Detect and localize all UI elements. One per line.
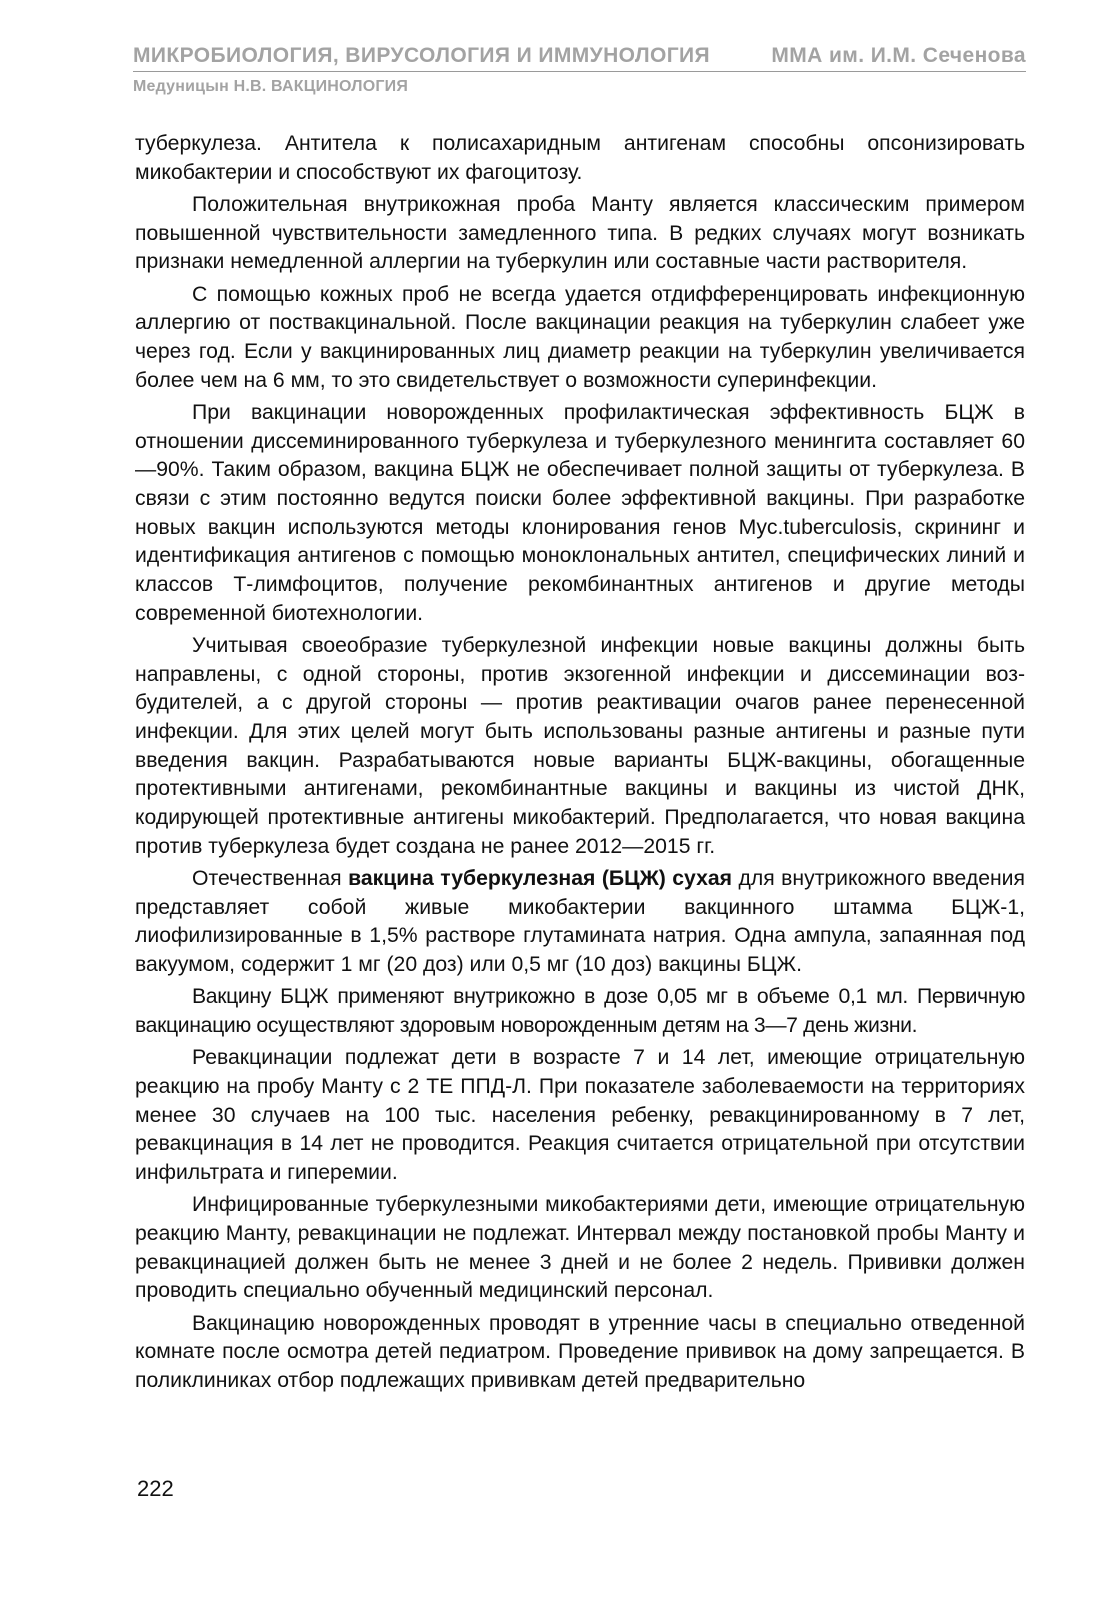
paragraph: С помощью кожных проб не всегда удается отдифференцировать инфекционную аллергию от поствакцинальной. После вакцинации реакция на туберкулин слабеет уже через год. Если у вакцинированных лиц диаметр реакции на туберкулин увеличивается более чем на 6 мм, то это свидетельствует о возможности суперинфекции. bbox=[135, 282, 1025, 392]
page-number: 222 bbox=[137, 1476, 174, 1501]
paragraph-rest: для внутрикожного введения представляет собой живые микобактерии вакцинного штамма БЦЖ-1, лиофилизированные в 1,5% растворе глутамината натрия. Одна ампула, запаянная под вакуумом, содержит 1 мг (20 доз) или 0,5 мг (10 доз) вакцины БЦЖ. bbox=[135, 867, 1025, 977]
paragraph: Ревакцинации подлежат дети в возрасте 7 и 14 лет, имеющие отрицательную реакцию на пробу Манту с 2 ТЕ ППД-Л. При показателе заболеваемости на территориях менее 30 случаев на 100 тыс. населения ребенку, ревакцинированному в 7 лет, ревакцинация в 14 лет не проводится. Реакция считается отрицательной при отсутствии инфильтрата и гиперемии. bbox=[135, 1046, 1025, 1185]
paragraph-lead: Отечественная bbox=[192, 867, 349, 891]
paragraph: При вакцинации новорожденных профилактическая эффективность БЦЖ в отношении диссеминированного туберкулеза и туберкулезного менингита составляет 60—90%. Таким образом, вакцина БЦЖ не обеспечивает полной защиты от туберкулеза. В связи с этим постоянно ведутся поиски более эффективной вакцины. При разработке новых вакцин используются методы клонирования генов Myc.tuberculosis, скрининг и идентификация антигенов с помощью моноклональных антител, специфических линий и классов Т-лимфоцитов, получение рекомбинантных антигенов и другие методы современной биотехнологии. bbox=[135, 400, 1025, 625]
body-text bbox=[135, 130, 1025, 1399]
paragraph: Учитывая своеобразие туберкулезной инфекции новые вакцины должны быть направлены, с одной стороны, против экзогенной инфекции и диссеминации возбудителей, а с другой стороны — против реактивации очагов ранее перенесенной инфекции. Для этих целей могут быть использованы разные антигены и разные пути введения вакцин. Разрабатываются новые варианты БЦЖ-вакцины, обогащенные протективными антигенами, рекомбинантные вакцины и вакцины из чистой ДНК, кодирующей протективные антигены микобактерий. Предполагается, что новая вакцина против туберкулеза будет создана не ранее 2012—2015 гг. bbox=[135, 633, 1025, 858]
paragraph: туберкулеза. Антитела к полисахаридным антигенам способны опсонизировать микобактерии и способствуют их фагоцитозу. bbox=[135, 132, 1025, 184]
institution-name: ММА им. И.М. Сеченова bbox=[771, 44, 1026, 67]
paragraph bbox=[135, 865, 1025, 980]
paragraph: Инфицированные туберкулезными микобактериями дети, имеющие отрицательную реакцию Манту, ревакцинации не подлежат. Интервал между постановкой пробы Манту и ревакцинацией должен быть не менее 3 дней и не более 2 недель. Прививки должен проводить специально обученный медицинский персонал. bbox=[135, 1193, 1025, 1303]
paragraph: Положительная внутрикожная проба Манту является классическим примером повышенной чувствительности замедленного типа. В редких случаях могут возникать признаки немедленной аллергии на туберкулин или составные части растворителя. bbox=[135, 192, 1025, 274]
header-top-line bbox=[133, 44, 1026, 72]
book-subject: МИКРОБИОЛОГИЯ, ВИРУСОЛОГИЯ И ИММУНОЛОГИЯ bbox=[133, 44, 711, 67]
vaccine-name-bold: вакцина туберкулезная (БЦЖ) сухая bbox=[348, 867, 733, 891]
paragraph: Вакцинацию новорожденных проводят в утренние часы в специально отведенной комнате после осмотра детей педиатром. Проведение прививок на дому запрещается. В поликлиниках отбор подлежащих прививкам детей предварительно bbox=[135, 1311, 1025, 1393]
running-header bbox=[133, 44, 1026, 96]
author-title: Медуницын Н.В. ВАКЦИНОЛОГИЯ bbox=[133, 78, 409, 95]
paragraph: Вакцину БЦЖ применяют внутрикожно в дозе 0,05 мг в объеме 0,1 мл. Первичную вакцинацию осуществляют здоровым новорожденным детям на 3—7 день жизни. bbox=[135, 985, 1025, 1038]
